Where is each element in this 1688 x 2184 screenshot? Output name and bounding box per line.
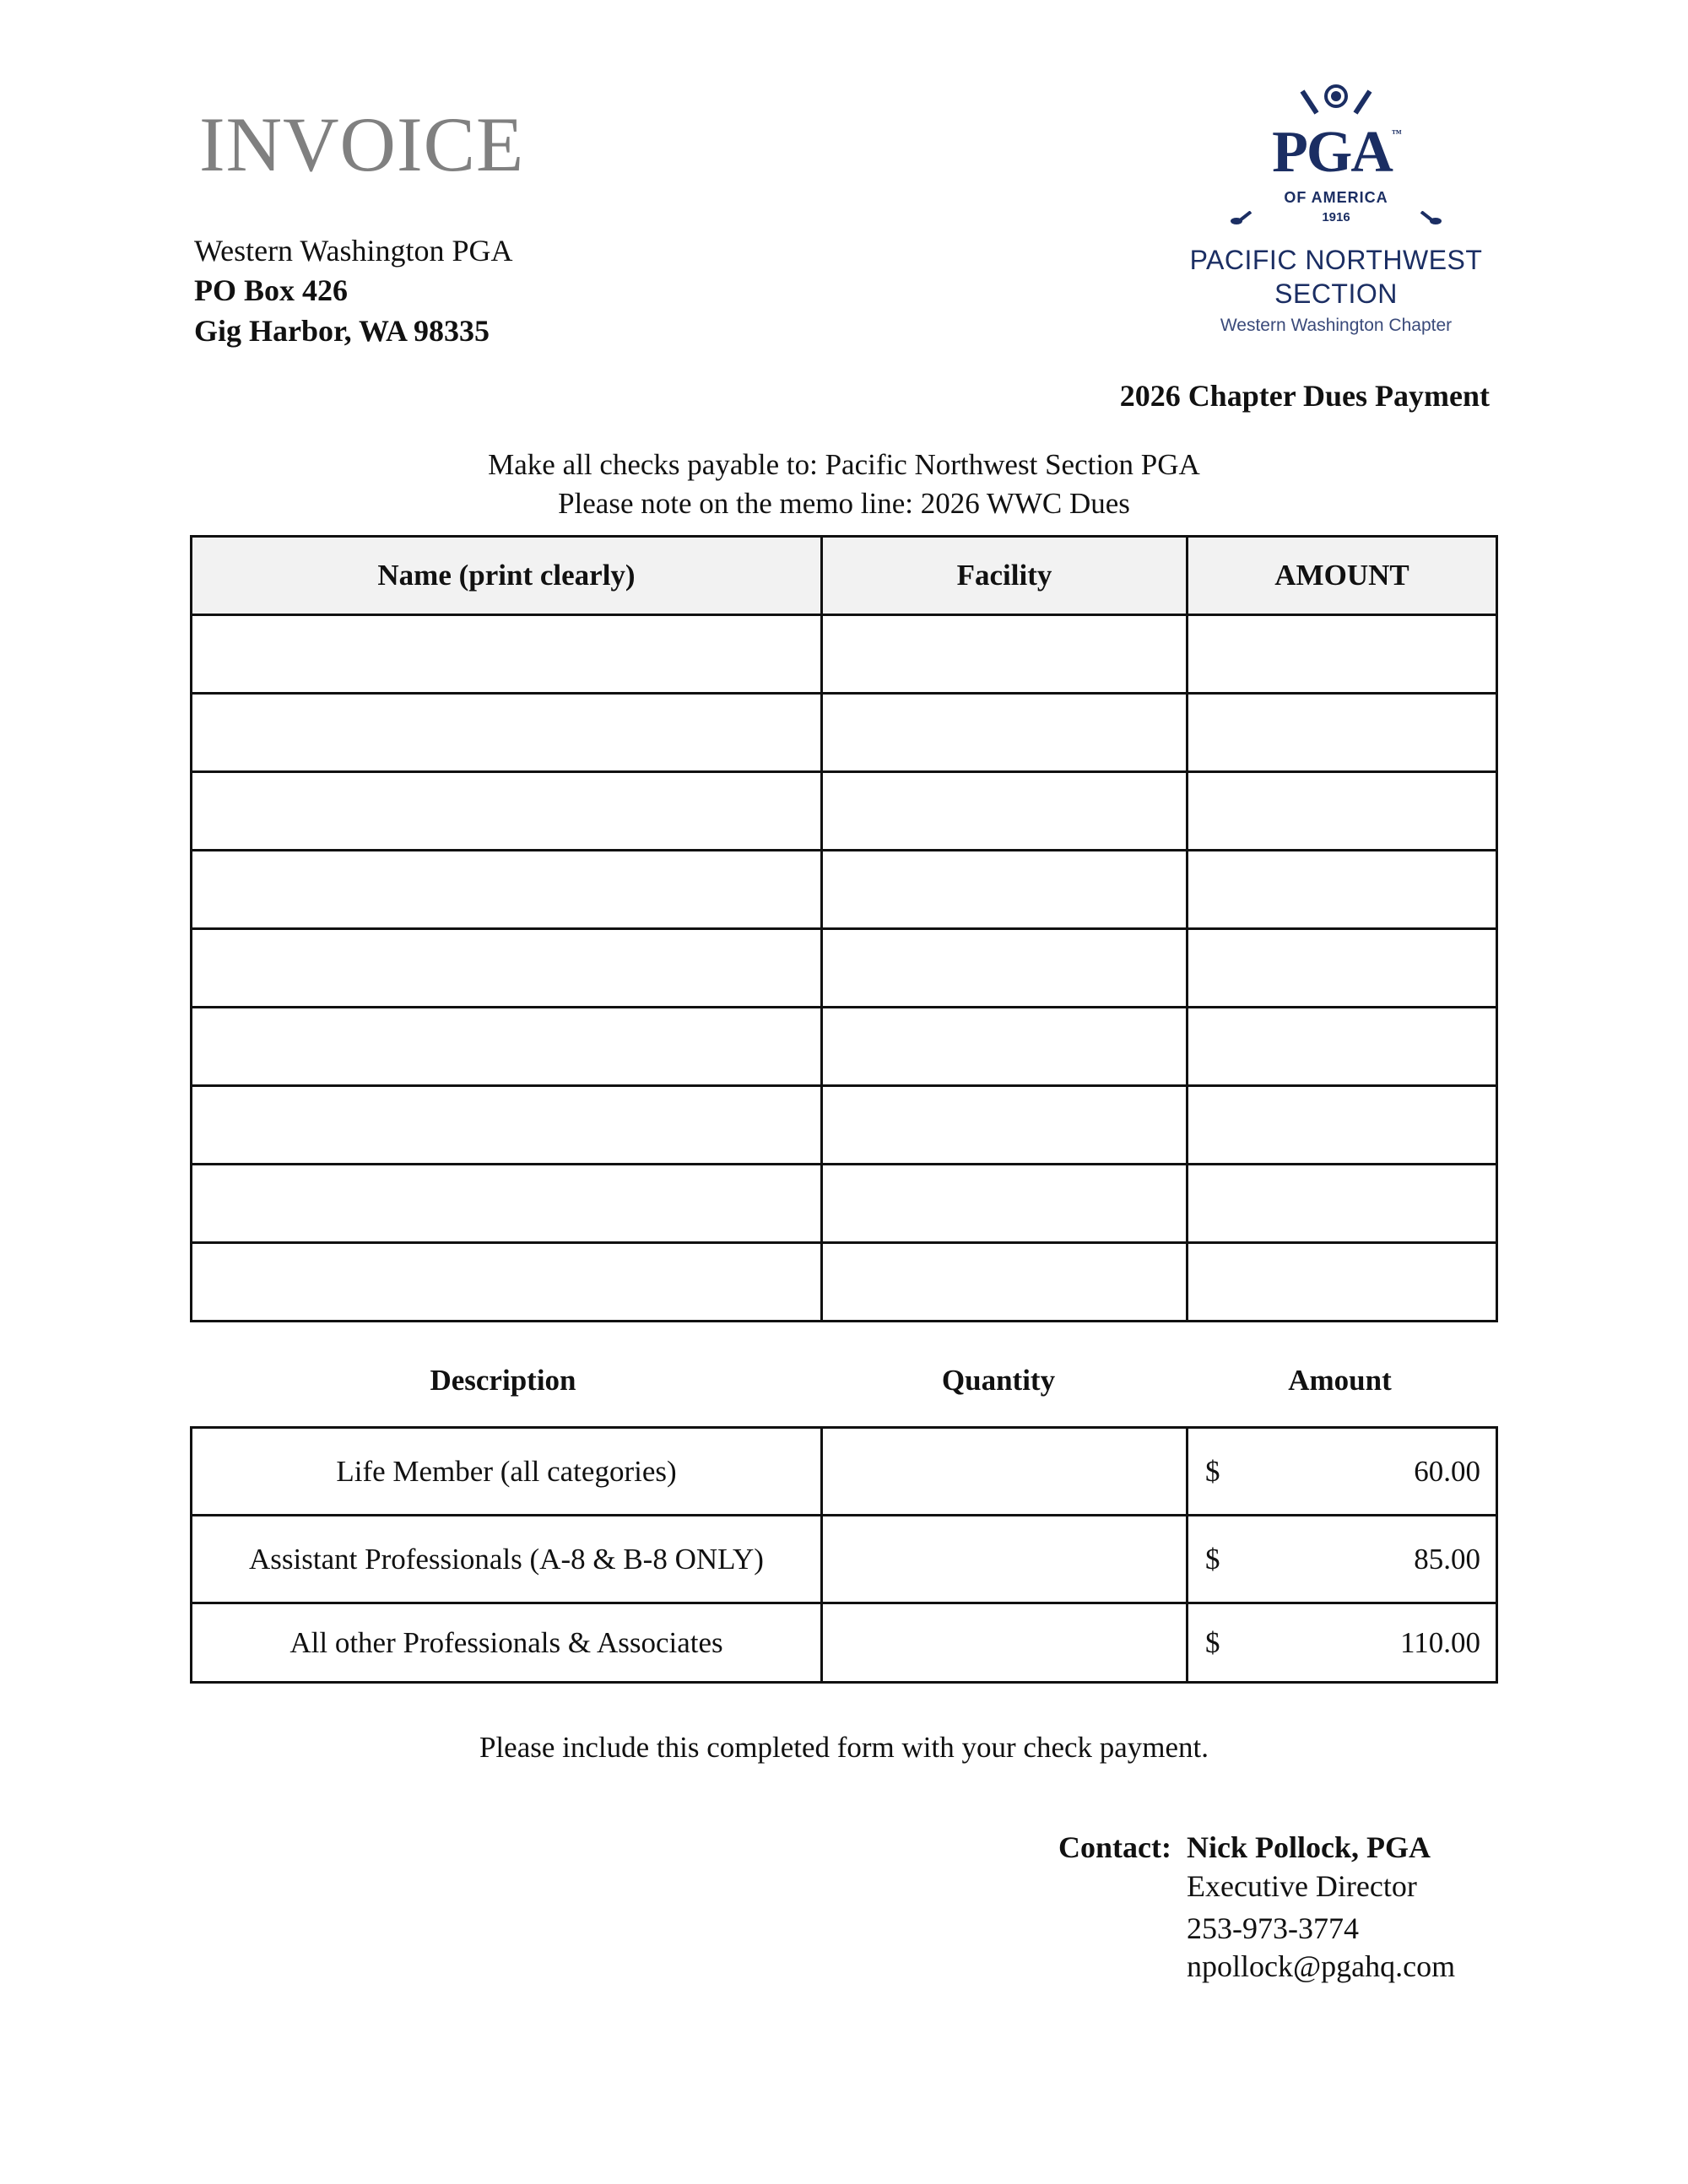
dues-description: All other Professionals & Associates xyxy=(192,1603,822,1683)
name-field[interactable] xyxy=(192,1165,822,1243)
quantity-header: Quantity xyxy=(941,1364,1056,1397)
facility-field[interactable] xyxy=(822,1008,1188,1086)
footer-note: Please include this completed form with your check payment. xyxy=(479,1731,1209,1764)
contact-email[interactable]: npollock@pgahq.com xyxy=(1187,1949,1456,1983)
member-table xyxy=(190,535,1498,1322)
dues-amount xyxy=(1188,1516,1497,1603)
facility-field[interactable] xyxy=(822,1086,1188,1165)
address-line2: Gig Harbor, WA 98335 xyxy=(194,314,490,348)
name-field[interactable] xyxy=(192,1086,822,1165)
dues-description: Life Member (all categories) xyxy=(192,1428,822,1516)
amount-field[interactable] xyxy=(1188,694,1497,772)
dues-quantity-field[interactable] xyxy=(822,1603,1188,1683)
dues-amount xyxy=(1188,1428,1497,1516)
name-field[interactable] xyxy=(192,615,822,694)
member-row xyxy=(192,1008,1497,1086)
amount-field[interactable] xyxy=(1188,929,1497,1008)
dues-table xyxy=(190,1426,1498,1684)
org-name: Western Washington PGA xyxy=(194,234,513,268)
logo-year: 1916 xyxy=(1322,210,1350,224)
amount-value: 110.00 xyxy=(1400,1625,1480,1659)
amount-field[interactable] xyxy=(1188,1165,1497,1243)
dues-quantity-field[interactable] xyxy=(822,1516,1188,1603)
currency-symbol: $ xyxy=(1205,1542,1220,1576)
header-name: Name (print clearly) xyxy=(192,537,822,615)
header-amount: AMOUNT xyxy=(1188,537,1497,615)
memo-instruction: Please note on the memo line: 2026 WWC Dues xyxy=(558,487,1130,520)
contact-phone: 253-973-3774 xyxy=(1187,1911,1359,1945)
golf-club-left-icon xyxy=(1231,211,1252,224)
member-row xyxy=(192,615,1497,694)
amount-field[interactable] xyxy=(1188,851,1497,929)
facility-field[interactable] xyxy=(822,615,1188,694)
logo-brand: PGA xyxy=(1272,120,1392,185)
name-field[interactable] xyxy=(192,1008,822,1086)
golf-ball-clubs-icon xyxy=(1281,84,1391,118)
name-field[interactable] xyxy=(192,1243,822,1322)
amount-value: 60.00 xyxy=(1414,1454,1480,1488)
name-field[interactable] xyxy=(192,772,822,851)
facility-field[interactable] xyxy=(822,772,1188,851)
logo-chapter: Western Washington Chapter xyxy=(1220,316,1453,335)
member-row xyxy=(192,851,1497,929)
logo-tm: ™ xyxy=(1391,127,1400,139)
golf-club-right-icon xyxy=(1420,211,1442,224)
invoice-title: INVOICE xyxy=(199,101,525,187)
contact-title: Executive Director xyxy=(1187,1869,1417,1903)
facility-field[interactable] xyxy=(822,1165,1188,1243)
desc-header: Description xyxy=(430,1364,576,1397)
dues-amount xyxy=(1188,1603,1497,1683)
facility-field[interactable] xyxy=(822,694,1188,772)
member-row xyxy=(192,929,1497,1008)
currency-symbol: $ xyxy=(1205,1454,1220,1488)
logo-section-line1: PACIFIC NORTHWEST xyxy=(1189,245,1483,275)
member-row xyxy=(192,1086,1497,1165)
logo-of-america: OF AMERICA xyxy=(1284,189,1388,206)
amount-field[interactable] xyxy=(1188,772,1497,851)
payable-instruction: Make all checks payable to: Pacific Northwest Section PGA xyxy=(488,448,1200,481)
dues-description: Assistant Professionals (A-8 & B-8 ONLY) xyxy=(192,1516,822,1603)
pga-logo xyxy=(1167,84,1505,338)
member-row xyxy=(192,694,1497,772)
dues-row xyxy=(192,1516,1497,1603)
dues-row xyxy=(192,1428,1497,1516)
facility-field[interactable] xyxy=(822,929,1188,1008)
amount-field[interactable] xyxy=(1188,1086,1497,1165)
amount-field[interactable] xyxy=(1188,1243,1497,1322)
name-field[interactable] xyxy=(192,929,822,1008)
member-row xyxy=(192,1243,1497,1322)
facility-field[interactable] xyxy=(822,1243,1188,1322)
name-field[interactable] xyxy=(192,694,822,772)
contact-name: Nick Pollock, PGA xyxy=(1187,1830,1431,1864)
amount-field[interactable] xyxy=(1188,615,1497,694)
header-facility: Facility xyxy=(822,537,1188,615)
address-line1: PO Box 426 xyxy=(194,273,349,307)
logo-section-line2: SECTION xyxy=(1274,278,1398,309)
amount-header: Amount xyxy=(1288,1364,1392,1397)
amount-value: 85.00 xyxy=(1414,1542,1480,1576)
document-subtitle: 2026 Chapter Dues Payment xyxy=(1119,379,1490,413)
facility-field[interactable] xyxy=(822,851,1188,929)
currency-symbol: $ xyxy=(1205,1625,1220,1659)
name-field[interactable] xyxy=(192,851,822,929)
member-row xyxy=(192,1165,1497,1243)
dues-row xyxy=(192,1603,1497,1683)
dues-quantity-field[interactable] xyxy=(822,1428,1188,1516)
member-row xyxy=(192,772,1497,851)
amount-field[interactable] xyxy=(1188,1008,1497,1086)
contact-label: Contact: xyxy=(1058,1830,1171,1864)
